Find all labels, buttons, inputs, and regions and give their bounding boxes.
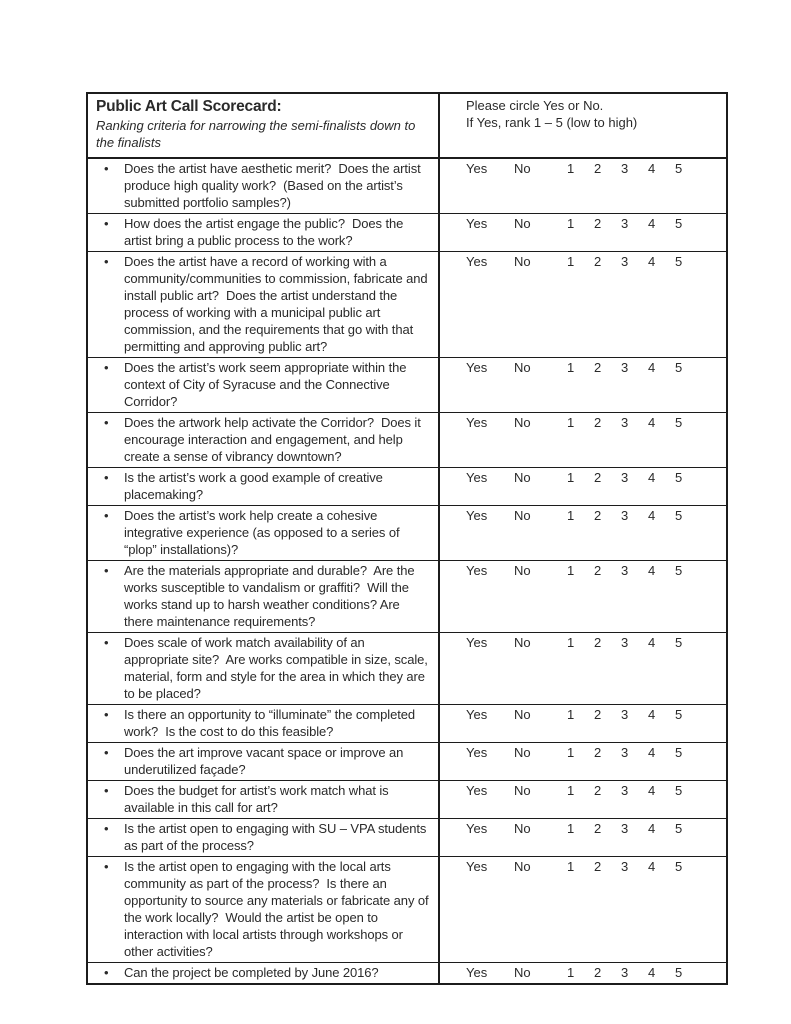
rank-option-5: 5 (675, 859, 683, 874)
no-option: No (514, 783, 531, 798)
rating-cell (440, 857, 726, 962)
header-instructions-cell (440, 94, 726, 157)
bullet-icon: • (104, 635, 109, 650)
rank-option-3: 3 (621, 508, 629, 523)
rank-option-4: 4 (648, 635, 656, 650)
rank-option-1: 1 (567, 563, 575, 578)
rank-option-4: 4 (648, 745, 656, 760)
rank-options (567, 359, 702, 376)
rating-cell (440, 468, 726, 505)
scorecard-row (88, 413, 726, 468)
rank-option-3: 3 (621, 254, 629, 269)
scorecard-row (88, 781, 726, 819)
rank-option-5: 5 (675, 707, 683, 722)
bullet-icon: • (104, 508, 109, 523)
yes-option: Yes (466, 965, 488, 980)
rank-option-3: 3 (621, 635, 629, 650)
scorecard-row (88, 743, 726, 781)
rank-options (567, 215, 702, 232)
rank-option-3: 3 (621, 745, 629, 760)
rank-option-2: 2 (594, 216, 602, 231)
yes-option: Yes (466, 707, 488, 722)
question-cell (88, 413, 440, 467)
rank-option-4: 4 (648, 707, 656, 722)
rank-option-3: 3 (621, 216, 629, 231)
rating-cell (440, 214, 726, 251)
rank-option-2: 2 (594, 360, 602, 375)
rank-option-5: 5 (675, 161, 683, 176)
yes-option: Yes (466, 859, 488, 874)
bullet-icon: • (104, 707, 109, 722)
yes-option: Yes (466, 360, 488, 375)
bullet-icon: • (104, 783, 109, 798)
yes-option: Yes (466, 783, 488, 798)
rank-option-4: 4 (648, 563, 656, 578)
question-text: Is the artist open to engaging with the local arts community as part of the process? Is there an opportunity to source any materials or fabricate any of the work locally? Would the artist be open to interaction with local artists through workshops or other activities? (124, 859, 433, 959)
rank-option-2: 2 (594, 859, 602, 874)
question-cell (88, 468, 440, 505)
rank-option-3: 3 (621, 415, 629, 430)
rank-option-3: 3 (621, 563, 629, 578)
rank-option-2: 2 (594, 635, 602, 650)
no-option: No (514, 161, 531, 176)
bullet-icon: • (104, 415, 109, 430)
rating-cell (440, 358, 726, 412)
question-cell (88, 214, 440, 251)
question-text: Does the budget for artist’s work match what is available in this call for art? (124, 783, 393, 815)
no-option: No (514, 707, 531, 722)
rank-option-4: 4 (648, 470, 656, 485)
rank-options (567, 160, 702, 177)
question-text: Is the artist’s work a good example of creative placemaking? (124, 470, 387, 502)
rank-option-2: 2 (594, 415, 602, 430)
yes-option: Yes (466, 161, 488, 176)
rank-option-5: 5 (675, 415, 683, 430)
scorecard-row (88, 506, 726, 561)
question-text: Does the artwork help activate the Corridor? Does it encourage interaction and engagement, and help create a sense of vibrancy downtown? (124, 415, 425, 464)
rating-cell (440, 159, 726, 213)
question-text: Is there an opportunity to “illuminate” the completed work? Is the cost to do this feasible? (124, 707, 419, 739)
scorecard-row (88, 857, 726, 963)
scorecard-subtitle: Ranking criteria for narrowing the semi-finalists down to the finalists (96, 118, 416, 150)
rank-option-1: 1 (567, 783, 575, 798)
rank-options (567, 469, 702, 486)
question-cell (88, 358, 440, 412)
scorecard-row (88, 252, 726, 358)
question-cell (88, 819, 440, 856)
question-text: Does the artist have a record of working with a community/communities to commission, fabricate and install public art? Does the artist understand the process of working with a municipal public art commission, and the requirements that go with that permitting and approving public art? (124, 254, 432, 354)
rank-option-2: 2 (594, 745, 602, 760)
question-text: Does scale of work match availability of an appropriate site? Are works compatible in size, scale, material, form and style for the area in which they are to be placed? (124, 635, 432, 701)
question-cell (88, 781, 440, 818)
no-option: No (514, 745, 531, 760)
rank-options (567, 414, 702, 431)
rank-option-2: 2 (594, 254, 602, 269)
rank-option-1: 1 (567, 254, 575, 269)
no-option: No (514, 360, 531, 375)
no-option: No (514, 965, 531, 980)
question-cell (88, 561, 440, 632)
rank-option-3: 3 (621, 821, 629, 836)
rank-option-2: 2 (594, 161, 602, 176)
no-option: No (514, 216, 531, 231)
yes-option: Yes (466, 508, 488, 523)
rank-option-5: 5 (675, 216, 683, 231)
yes-option: Yes (466, 415, 488, 430)
scorecard-row (88, 633, 726, 705)
rank-option-2: 2 (594, 783, 602, 798)
rank-option-5: 5 (675, 965, 683, 980)
rank-options (567, 706, 702, 723)
question-cell (88, 252, 440, 357)
instructions-line-2: If Yes, rank 1 – 5 (low to high) (466, 115, 638, 130)
yes-option: Yes (466, 635, 488, 650)
rank-option-1: 1 (567, 161, 575, 176)
rank-option-1: 1 (567, 635, 575, 650)
scorecard-row (88, 358, 726, 413)
no-option: No (514, 635, 531, 650)
scorecard-row (88, 468, 726, 506)
rank-option-3: 3 (621, 360, 629, 375)
scorecard-title: Public Art Call Scorecard: (96, 98, 282, 115)
rank-option-1: 1 (567, 216, 575, 231)
rank-option-5: 5 (675, 635, 683, 650)
rank-option-5: 5 (675, 508, 683, 523)
scorecard-row (88, 561, 726, 633)
rank-option-1: 1 (567, 821, 575, 836)
question-text: Does the artist have aesthetic merit? Does the artist produce high quality work? (Based on the artist’s submitted portfolio samples?) (124, 161, 425, 210)
rank-option-5: 5 (675, 470, 683, 485)
header-criteria-cell (88, 94, 440, 157)
no-option: No (514, 508, 531, 523)
rank-option-1: 1 (567, 508, 575, 523)
rank-option-3: 3 (621, 707, 629, 722)
question-cell (88, 705, 440, 742)
rating-cell (440, 413, 726, 467)
rank-option-5: 5 (675, 563, 683, 578)
rank-option-5: 5 (675, 254, 683, 269)
scorecard-row (88, 963, 726, 983)
rank-option-3: 3 (621, 965, 629, 980)
scorecard-rows (88, 159, 726, 983)
rank-option-1: 1 (567, 707, 575, 722)
bullet-icon: • (104, 360, 109, 375)
rank-option-2: 2 (594, 965, 602, 980)
yes-option: Yes (466, 745, 488, 760)
question-cell (88, 857, 440, 962)
question-cell (88, 506, 440, 560)
rank-option-1: 1 (567, 415, 575, 430)
rank-option-1: 1 (567, 470, 575, 485)
rank-option-5: 5 (675, 360, 683, 375)
rank-option-4: 4 (648, 821, 656, 836)
rank-options (567, 964, 702, 981)
rank-option-1: 1 (567, 859, 575, 874)
rating-cell (440, 633, 726, 704)
rank-options (567, 858, 702, 875)
rank-options (567, 253, 702, 270)
question-text: Does the artist’s work help create a cohesive integrative experience (as opposed to a series of “plop” installations)? (124, 508, 404, 557)
rating-cell (440, 963, 726, 983)
bullet-icon: • (104, 161, 109, 176)
table-header-row (88, 94, 726, 159)
rank-option-4: 4 (648, 360, 656, 375)
question-text: Are the materials appropriate and durable? Are the works susceptible to vandalism or graffiti? Will the works stand up to harsh weather conditions? Are there maintenance requirements? (124, 563, 418, 629)
rank-option-1: 1 (567, 965, 575, 980)
rank-option-3: 3 (621, 470, 629, 485)
rank-option-3: 3 (621, 859, 629, 874)
bullet-icon: • (104, 745, 109, 760)
no-option: No (514, 821, 531, 836)
no-option: No (514, 859, 531, 874)
rank-option-5: 5 (675, 821, 683, 836)
question-cell (88, 963, 440, 983)
question-cell (88, 743, 440, 780)
scorecard-row (88, 705, 726, 743)
rank-option-2: 2 (594, 470, 602, 485)
rank-option-3: 3 (621, 161, 629, 176)
rating-cell (440, 705, 726, 742)
no-option: No (514, 415, 531, 430)
rating-cell (440, 819, 726, 856)
rating-cell (440, 561, 726, 632)
bullet-icon: • (104, 859, 109, 874)
scorecard-table (86, 92, 728, 985)
no-option: No (514, 563, 531, 578)
question-text: How does the artist engage the public? Does the artist bring a public process to the work? (124, 216, 407, 248)
bullet-icon: • (104, 470, 109, 485)
rank-option-1: 1 (567, 360, 575, 375)
rank-option-4: 4 (648, 415, 656, 430)
question-text: Can the project be completed by June 2016? (124, 965, 379, 980)
rank-option-1: 1 (567, 745, 575, 760)
rating-cell (440, 743, 726, 780)
rank-options (567, 507, 702, 524)
rank-option-5: 5 (675, 783, 683, 798)
scorecard-row (88, 159, 726, 214)
bullet-icon: • (104, 965, 109, 980)
no-option: No (514, 254, 531, 269)
yes-option: Yes (466, 563, 488, 578)
question-cell (88, 633, 440, 704)
rank-option-2: 2 (594, 821, 602, 836)
rank-option-4: 4 (648, 216, 656, 231)
yes-option: Yes (466, 254, 488, 269)
rank-option-4: 4 (648, 254, 656, 269)
yes-option: Yes (466, 216, 488, 231)
rating-cell (440, 506, 726, 560)
rank-option-4: 4 (648, 859, 656, 874)
yes-option: Yes (466, 821, 488, 836)
rank-option-4: 4 (648, 965, 656, 980)
question-cell (88, 159, 440, 213)
rank-option-2: 2 (594, 508, 602, 523)
bullet-icon: • (104, 821, 109, 836)
rank-option-2: 2 (594, 563, 602, 578)
rank-option-4: 4 (648, 161, 656, 176)
rank-option-5: 5 (675, 745, 683, 760)
bullet-icon: • (104, 216, 109, 231)
instructions-line-1: Please circle Yes or No. (466, 98, 604, 113)
scorecard-row (88, 819, 726, 857)
rank-option-4: 4 (648, 508, 656, 523)
rating-cell (440, 781, 726, 818)
rank-options (567, 820, 702, 837)
question-text: Does the art improve vacant space or improve an underutilized façade? (124, 745, 407, 777)
rank-options (567, 782, 702, 799)
rank-options (567, 634, 702, 651)
scorecard-row (88, 214, 726, 252)
rank-options (567, 744, 702, 761)
rating-cell (440, 252, 726, 357)
question-text: Does the artist’s work seem appropriate within the context of City of Syracuse and the Connective Corridor? (124, 360, 410, 409)
bullet-icon: • (104, 254, 109, 269)
no-option: No (514, 470, 531, 485)
rank-options (567, 562, 702, 579)
bullet-icon: • (104, 563, 109, 578)
question-text: Is the artist open to engaging with SU – VPA students as part of the process? (124, 821, 430, 853)
rank-option-4: 4 (648, 783, 656, 798)
rank-option-3: 3 (621, 783, 629, 798)
rank-option-2: 2 (594, 707, 602, 722)
yes-option: Yes (466, 470, 488, 485)
